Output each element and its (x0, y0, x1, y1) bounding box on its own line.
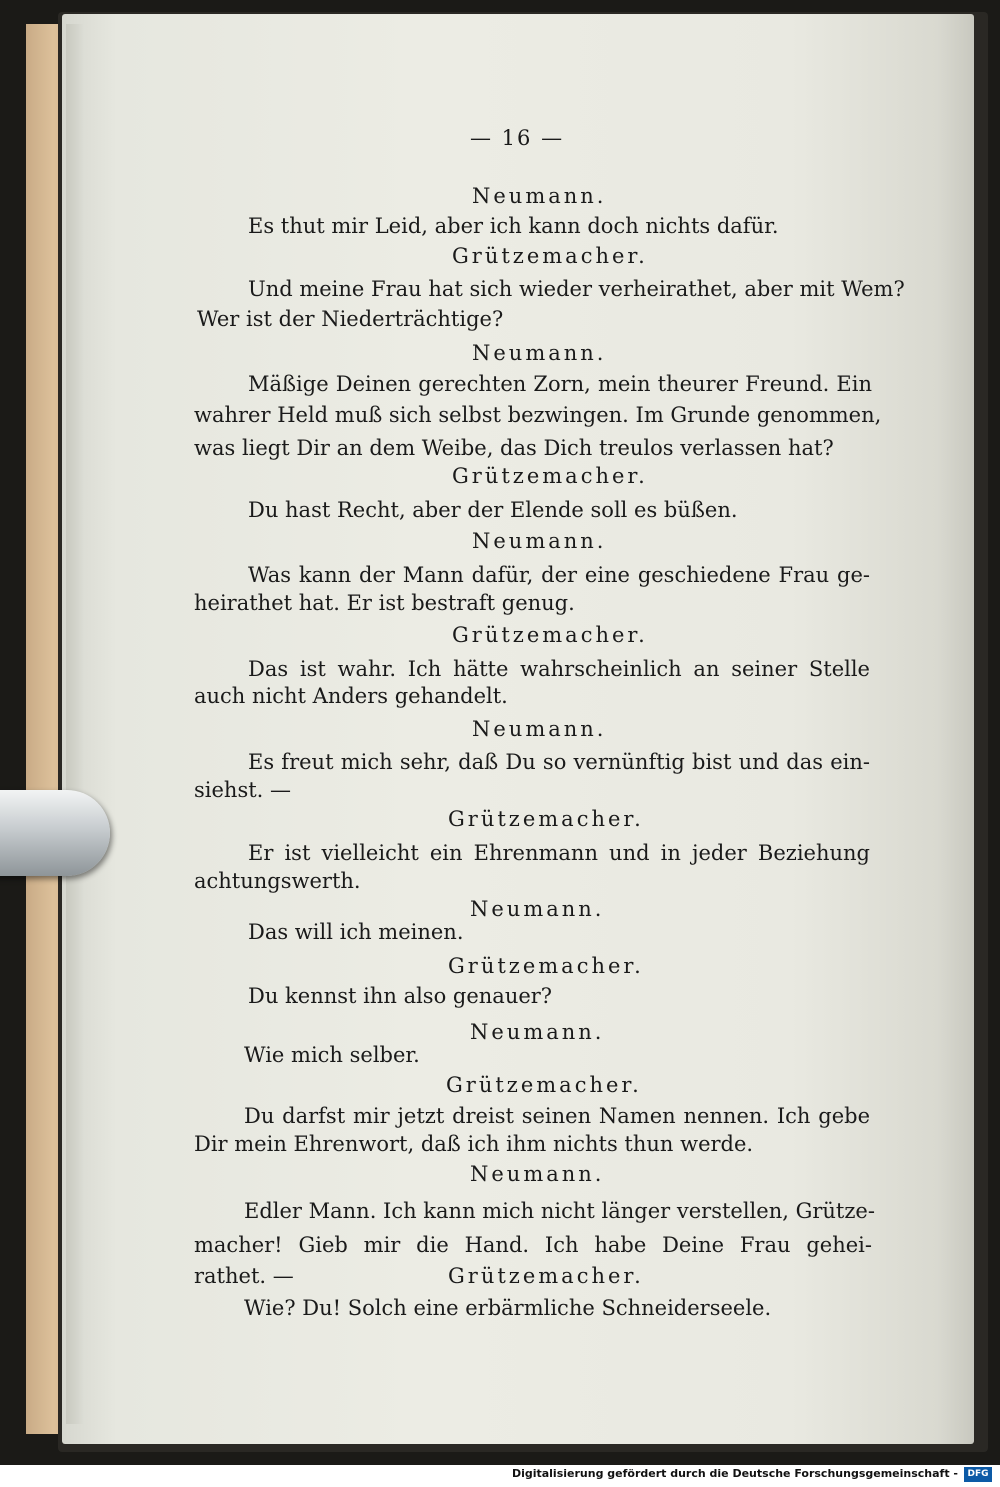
speech-line: Mäßige Deinen gerechten Zorn, mein theurer Freund. Ein (248, 372, 872, 396)
page-clip (0, 790, 110, 876)
speech-line: Es freut mich sehr, daß Du so vernünftig bist und das ein- (248, 750, 870, 774)
page-number: — 16 — (470, 126, 565, 150)
speaker-neumann: Neumann. (470, 1020, 605, 1044)
speech-line: Er ist vielleicht ein Ehrenmann und in jeder Beziehung (248, 841, 870, 865)
speaker-neumann: Neumann. (470, 1162, 605, 1186)
speech-line: Wie mich selber. (244, 1043, 420, 1067)
speech-line: macher! Gieb mir die Hand. Ich habe Deine Frau gehei- (194, 1233, 872, 1257)
speaker-neumann: Neumann. (472, 341, 607, 365)
speaker-neumann: Neumann. (472, 529, 607, 553)
speech-line: Was kann der Mann dafür, der eine geschiedene Frau ge- (248, 563, 870, 587)
speaker-neumann: Neumann. (472, 717, 607, 741)
speech-line: Es thut mir Leid, aber ich kann doch nichts dafür. (248, 214, 779, 238)
speaker-gruetzemacher: Grützemacher. (448, 954, 644, 978)
speech-line: heirathet hat. Er ist bestraft genug. (194, 591, 575, 615)
speech-line: Edler Mann. Ich kann mich nicht länger verstellen, Grütze- (244, 1199, 875, 1223)
speech-line: siehst. — (194, 778, 292, 802)
speaker-neumann: Neumann. (470, 897, 605, 921)
dfg-logo: DFG (964, 1467, 992, 1482)
speech-line: Du hast Recht, aber der Elende soll es büßen. (248, 498, 738, 522)
speech-line: auch nicht Anders gehandelt. (194, 684, 508, 708)
speech-line: rathet. — (194, 1264, 294, 1288)
speech-line: Du darfst mir jetzt dreist seinen Namen nennen. Ich gebe (244, 1104, 870, 1128)
speech-line: Wer ist der Niederträchtige? (197, 307, 504, 331)
speech-line: was liegt Dir an dem Weibe, das Dich treulos verlassen hat? (194, 436, 834, 460)
speaker-gruetzemacher: Grützemacher. (452, 244, 648, 268)
speaker-gruetzemacher: Grützemacher. (452, 464, 648, 488)
speech-line: Du kennst ihn also genauer? (248, 984, 553, 1008)
speech-line: Und meine Frau hat sich wieder verheirathet, aber mit Wem? (248, 277, 905, 301)
speaker-gruetzemacher: Grützemacher. (452, 623, 648, 647)
speaker-gruetzemacher: Grützemacher. (448, 1264, 644, 1288)
speaker-gruetzemacher: Grützemacher. (446, 1073, 642, 1097)
speaker-gruetzemacher: Grützemacher. (448, 807, 644, 831)
speech-line: achtungswerth. (194, 869, 361, 893)
speech-line: Das ist wahr. Ich hätte wahrscheinlich an seiner Stelle (248, 657, 870, 681)
funding-credit: Digitalisierung gefördert durch die Deutsche Forschungsgemeinschaft - (511, 1467, 958, 1480)
speech-line: Wie? Du! Solch eine erbärmliche Schneiderseele. (244, 1296, 772, 1320)
speech-line: Dir mein Ehrenwort, daß ich ihm nichts thun werde. (194, 1132, 754, 1156)
speech-line: wahrer Held muß sich selbst bezwingen. Im Grunde genommen, (194, 403, 882, 427)
speech-line: Das will ich meinen. (248, 920, 464, 944)
speaker-neumann: Neumann. (472, 184, 607, 208)
